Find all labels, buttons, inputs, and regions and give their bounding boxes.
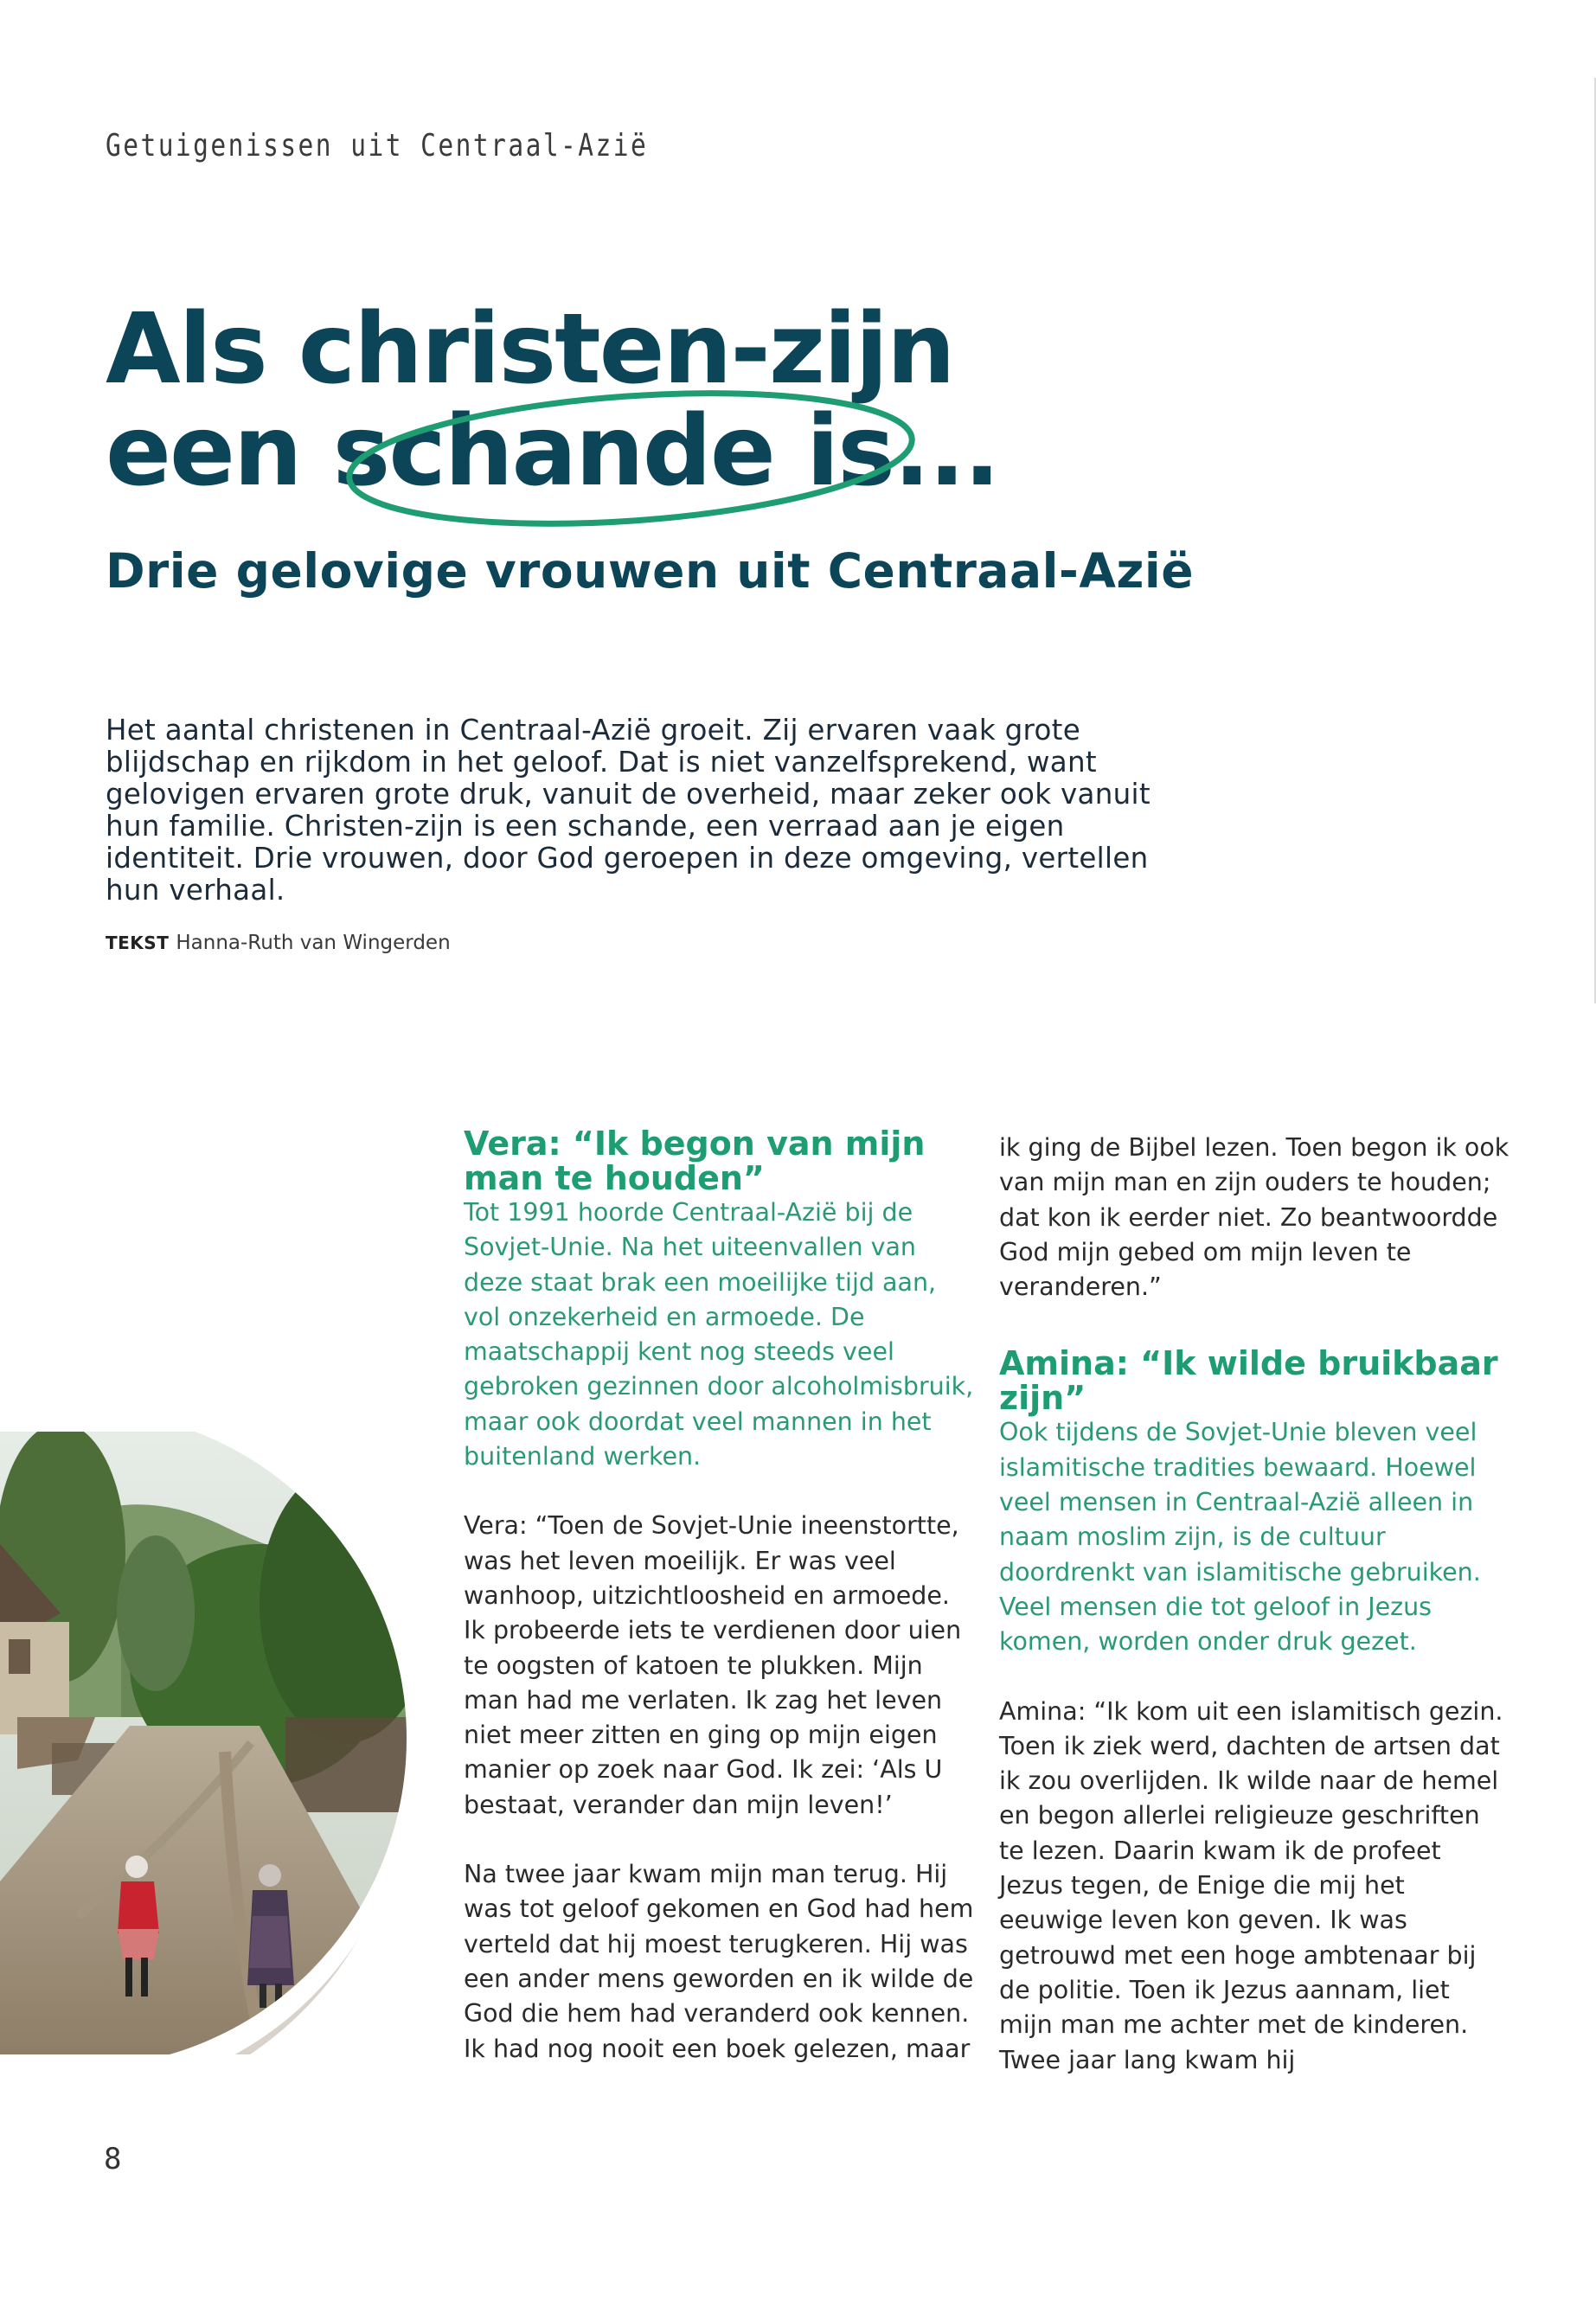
intro-paragraph: Het aantal christenen in Centraal-Azië groeit. Zij ervaren vaak grote blijdschap en rijkdom in het geloof. Dat is niet vanzelfsprekend, want gelovigen ervaren grote druk, vanuit de overheid, maar zeker ook vanuit hun familie. Christen-zijn is een schande, een verraad aan je eigen identiteit. Drie vrouwen, door God geroepen in deze omgeving, vertellen hun verhaal. — [106, 714, 1151, 907]
page-subtitle: Drie gelovige vrouwen uit Centraal-Azië — [106, 543, 1195, 599]
column-right — [999, 1131, 1509, 2078]
page-title — [106, 293, 999, 508]
title-highlight-word: schande — [332, 395, 774, 508]
byline-author: Hanna-Ruth van Wingerden — [176, 932, 451, 954]
title-line-2-prefix: een — [106, 395, 333, 508]
vera-lead-paragraph: Tot 1991 hoorde Centraal-Azië bij de Sovjet-Unie. Na het uiteenvallen van deze staat brak een moeilijke tijd aan, vol onzekerheid en armoede. De maatschappij kent nog steeds veel gebroken gezinnen door alcoholmisbruik, maar ook doordat veel mannen in het buitenland werken. — [464, 1198, 974, 1471]
section-kicker: Getuigenissen uit Centraal-Azië — [106, 128, 649, 163]
column-left — [464, 1126, 974, 2067]
village-road-photo — [0, 1432, 441, 2054]
title-line-1: Als christen-zijn — [106, 293, 954, 406]
amina-lead-paragraph: Ook tijdens de Sovjet-Unie bleven veel islamitische tradities bewaard. Hoewel veel mensen in Centraal-Azië alleen in naam moslim zijn, is de cultuur doordrenkt van islamitische gebruiken. Veel mensen die tot geloof in Jezus komen, worden onder druk gezet. — [999, 1418, 1481, 1657]
amina-paragraph-1: Amina: “Ik kom uit een islamitisch gezin. Toen ik ziek werd, dachten de artsen dat ik zou overlijden. Ik wilde naar de hemel en begon allerlei religieuze geschriften te lezen. Daarin kwam ik de profeet Jezus tegen, de Enige die mij het eeuwige leven kon geven. Ik was getrouwd met een hoge ambtenaar bij de politie. Toen ik Jezus aannam, liet mijn man me achter met de kinderen. Twee jaar lang kwam hij — [999, 1696, 1503, 2074]
vera-paragraph-3: ik ging de Bijbel lezen. Toen begon ik ook van mijn man en zijn ouders te houden; dat kon ik eerder niet. Zo beantwoordde God mijn gebed om mijn leven te veranderen.” — [999, 1133, 1509, 1302]
vera-heading: Vera: “Ik begon van mijn man te houden” — [464, 1125, 926, 1197]
vera-paragraph-2: Na twee jaar kwam mijn man terug. Hij was tot geloof gekomen en God had hem verteld dat hij moest terugkeren. Hij was een ander mens geworden en ik wilde de God die hem had veranderd ook kennen. Ik had nog nooit een boek gelezen, maar — [464, 1860, 974, 2063]
byline-label: TEKST — [106, 933, 170, 953]
byline — [106, 932, 451, 954]
page-number: 8 — [104, 2142, 122, 2176]
vera-paragraph-1: Vera: “Toen de Sovjet-Unie ineenstortte, was het leven moeilijk. Er was veel wanhoop, uitzichtloosheid en armoede. Ik probeerde iets te verdienen door uien te oogsten of katoen te plukken. Mijn man had me verlaten. Ik zag het leven niet meer zitten en ging op mijn eigen manier op zoek naar God. Ik zei: ‘Als U bestaat, verander dan mijn leven!’ — [464, 1511, 962, 1819]
title-line-2-suffix: is... — [773, 395, 999, 508]
amina-heading: Amina: “Ik wilde bruikbaar zijn” — [999, 1344, 1498, 1418]
